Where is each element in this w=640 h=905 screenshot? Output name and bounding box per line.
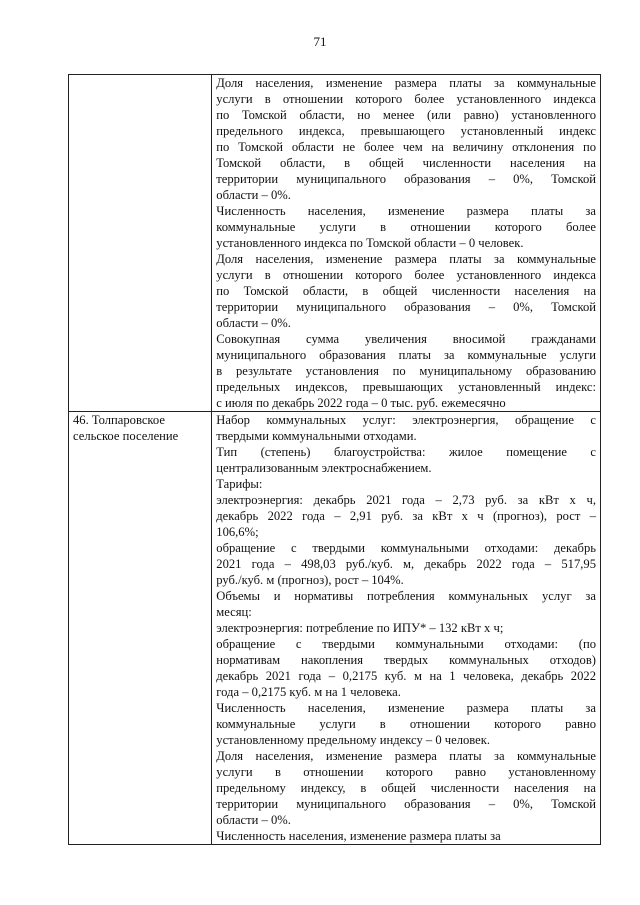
paragraph <box>216 540 596 588</box>
table-body <box>69 75 601 845</box>
text-line: Тарифы: <box>216 477 263 491</box>
paragraph <box>216 203 596 251</box>
text-line: руб./куб. м (прогноз), рост – 104%. <box>216 573 404 587</box>
text-line: электроэнергия: потребление по ИПУ* – 132 кВт х ч; <box>216 621 504 635</box>
paragraph <box>216 444 596 476</box>
text-line: месяц: <box>216 605 252 619</box>
paragraph <box>216 492 596 540</box>
text-line: по Томской области не более чем на величину отклонения по <box>216 140 596 154</box>
text-line: с июля по декабрь 2022 года – 0 тыс. руб. ежемесячно <box>216 396 506 410</box>
text-line: муниципального образования платы за коммунальные услуги <box>216 348 596 362</box>
text-line: Доля населения, изменение размера платы за коммунальные <box>216 76 596 90</box>
text-line: коммунальные услуги в отношении которого равно <box>216 717 596 731</box>
text-line: декабрь 2021 года – 0,2175 куб. м на 1 человека, декабрь 2022 <box>216 669 596 683</box>
paragraph <box>216 75 596 203</box>
text-line: Тип (степень) благоустройства: жилое помещение с <box>216 445 596 459</box>
paragraph <box>216 620 596 636</box>
page-number: 71 <box>313 34 327 49</box>
text-line: года – 0,2175 куб. м на 1 человека. <box>216 685 401 699</box>
table-row <box>69 412 601 845</box>
text-line: Объемы и нормативы потребления коммунальных услуг за <box>216 589 596 603</box>
paragraph <box>216 828 596 844</box>
text-line: Томской области, в общей численности населения на <box>216 156 596 170</box>
text-line: предельному индексу, в общей численности населения на <box>216 781 596 795</box>
paragraph <box>216 476 596 492</box>
text-line: обращение с твердыми коммунальными отходами: декабрь <box>216 541 596 555</box>
paragraph <box>216 251 596 331</box>
text-line: установленному предельному индексу – 0 человек. <box>216 733 491 747</box>
text-line: территории муниципального образования – 0%, Томской <box>216 172 596 186</box>
paragraph <box>216 588 596 620</box>
document-table <box>68 74 601 845</box>
text-line: электроэнергия: декабрь 2021 года – 2,73 руб. за кВт х ч, <box>216 493 596 507</box>
text-line: территории муниципального образования – 0%, Томской <box>216 797 596 811</box>
text-line: предельных индексов, превышающих установленный индекс: <box>216 380 596 394</box>
text-line: обращение с твердыми коммунальными отходами: (по <box>216 637 596 651</box>
table-row <box>69 75 601 412</box>
text-line: Численность населения, изменение размера платы за <box>216 701 596 715</box>
text-line: декабрь 2022 года – 2,91 руб. за кВт х ч (прогноз), рост – <box>216 509 596 523</box>
text-line: 106,6%; <box>216 525 259 539</box>
settlement-name-cell <box>69 412 212 845</box>
text-line: установленного индекса по Томской области – 0 человек. <box>216 236 524 250</box>
text-line: твердыми коммунальными отходами. <box>216 429 417 443</box>
settlement-name-line: сельское поселение <box>73 429 179 443</box>
text-line: нормативам накопления твердых коммунальных отходов) <box>216 653 596 667</box>
text-line: централизованным электроснабжением. <box>216 461 432 475</box>
text-line: Совокупная сумма увеличения вносимой гражданами <box>216 332 596 346</box>
text-line: услуги в отношении которого более установленного индекса <box>216 92 596 106</box>
paragraph <box>216 636 596 700</box>
description-cell <box>212 75 601 412</box>
text-line: по Томской области, но менее (или равно) установленного <box>216 108 596 122</box>
text-line: предельного индекса, превышающего установленный индекс <box>216 124 596 138</box>
text-line: Численность населения, изменение размера платы за <box>216 829 501 843</box>
text-line: Численность населения, изменение размера платы за <box>216 204 596 218</box>
text-line: по Томской области, в общей численности населения на <box>216 284 596 298</box>
settlement-name-line: 46. Толпаровское <box>73 413 165 427</box>
paragraph <box>216 331 596 411</box>
text-line: области – 0%. <box>216 188 291 202</box>
text-line: услуги в отношении которого равно установленному <box>216 765 596 779</box>
text-line: услуги в отношении которого более установленного индекса <box>216 268 596 282</box>
settlement-name-cell <box>69 75 212 412</box>
paragraph <box>216 748 596 828</box>
text-line: территории муниципального образования – 0%, Томской <box>216 300 596 314</box>
text-line: области – 0%. <box>216 316 291 330</box>
description-cell <box>212 412 601 845</box>
text-line: 2021 года – 498,03 руб./куб. м, декабрь 2022 года – 517,95 <box>216 557 596 571</box>
text-line: в результате установления по муниципальному образованию <box>216 364 596 378</box>
text-line: области – 0%. <box>216 813 291 827</box>
paragraph <box>216 700 596 748</box>
paragraph <box>216 412 596 444</box>
text-line: Доля населения, изменение размера платы за коммунальные <box>216 749 596 763</box>
text-line: коммунальные услуги в отношении которого более <box>216 220 596 234</box>
text-line: Набор коммунальных услуг: электроэнергия, обращение с <box>216 413 596 427</box>
text-line: Доля населения, изменение размера платы за коммунальные <box>216 252 596 266</box>
